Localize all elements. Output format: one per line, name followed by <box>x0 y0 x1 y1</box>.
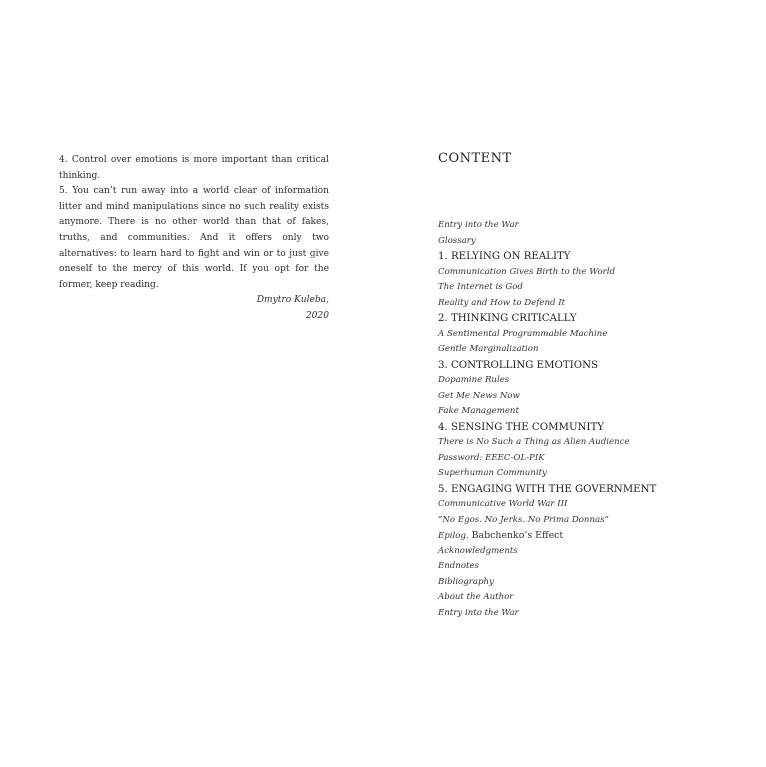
toc-chapter-label: 2. THINKING CRITICALLY <box>438 313 577 324</box>
toc-item-label: A Sentimental Programmable Machine <box>438 328 608 339</box>
toc-chapter-4[interactable] <box>438 420 758 436</box>
toc-item-label: Entry into the War <box>438 607 519 618</box>
toc-item-label: The Internet is God <box>438 282 523 292</box>
toc-item-label: Communication Gives Birth to the World <box>438 266 615 277</box>
paragraph-item-5: 5. You can’t run away into a world clear of information litter and mind manipulations since no such reality exists anymore. There is no other world than that of fakes, truths, and communities. And it offers only two alternatives: to learn hard to fight and win or to just give oneself to the mercy of this world. If you opt for the former, keep reading. <box>59 186 329 290</box>
toc-item-label: “No Egos. No Jerks. No Prima Donnas” <box>438 514 609 525</box>
toc-item[interactable] <box>438 575 758 591</box>
toc-item[interactable] <box>438 404 758 420</box>
toc-chapter-label: 4. SENSING THE COMMUNITY <box>438 421 604 433</box>
toc-item-label: Gentle Marginalization <box>438 344 539 354</box>
toc-item-epilog[interactable] <box>438 528 758 544</box>
toc-item[interactable] <box>438 435 758 451</box>
toc-item[interactable] <box>438 234 758 250</box>
toc-item[interactable] <box>438 466 758 482</box>
toc-chapter-3[interactable] <box>438 358 758 374</box>
toc-item[interactable] <box>438 590 758 606</box>
toc-item[interactable] <box>438 513 758 529</box>
toc-item-label: There is No Such a Thing as Alien Audience <box>438 437 630 447</box>
signature-year: 2020 <box>305 310 329 321</box>
toc-item[interactable] <box>438 327 758 343</box>
toc-item-label: Superhuman Community <box>438 468 547 478</box>
toc-item[interactable] <box>438 280 758 296</box>
toc-item[interactable] <box>438 544 758 560</box>
toc-chapter-1[interactable] <box>438 249 758 265</box>
toc-chapter-label: 1. RELYING ON REALITY <box>438 251 571 262</box>
toc-chapter-label: 5. ENGAGING WITH THE GOVERNMENT <box>438 483 657 495</box>
toc-item-suffix: Babchenko’s Effect <box>468 530 564 541</box>
toc-item-label: Endnotes <box>438 561 479 571</box>
left-page <box>59 153 329 325</box>
toc-item-label: Dopamine Rules <box>438 375 510 385</box>
toc-item[interactable] <box>438 373 758 389</box>
right-page <box>438 150 738 618</box>
toc-item-label: Glossary <box>438 235 476 246</box>
toc-item[interactable] <box>438 451 758 467</box>
toc-chapter-label: 3. CONTROLLING EMOTIONS <box>438 359 598 371</box>
toc-item-label: Communicative World War III <box>438 499 568 509</box>
signature-name: Dmytro Kuleba, <box>256 295 329 306</box>
toc-item[interactable] <box>438 265 758 281</box>
toc-item[interactable] <box>438 342 758 358</box>
toc-chapter-5[interactable] <box>438 482 758 498</box>
paragraph-item-4: 4. Control over emotions is more important than critical thinking. <box>59 155 329 181</box>
toc-item[interactable] <box>438 389 758 405</box>
toc-item[interactable] <box>438 606 758 622</box>
toc-item-label: Password: EEEC-OL-PIK <box>438 452 545 463</box>
toc-item-label: Epilog. <box>438 531 469 541</box>
toc-item[interactable] <box>438 296 758 312</box>
toc-item-label: About the Author <box>438 592 514 602</box>
toc-chapter-2[interactable] <box>438 311 758 327</box>
toc-heading: CONTENT <box>438 151 512 166</box>
toc-item[interactable] <box>438 218 758 234</box>
toc-list <box>438 218 758 621</box>
toc-item-label: Get Me News Now <box>438 390 520 401</box>
toc-item-label: Bibliography <box>438 576 494 587</box>
toc-item-label: Fake Management <box>438 406 519 416</box>
toc-item[interactable] <box>438 497 758 513</box>
toc-item-label: Acknowledgments <box>438 545 518 556</box>
toc-item[interactable] <box>438 559 758 575</box>
toc-item-label: Reality and How to Defend It <box>438 297 566 308</box>
toc-item-label: Entry into the War <box>438 220 519 230</box>
